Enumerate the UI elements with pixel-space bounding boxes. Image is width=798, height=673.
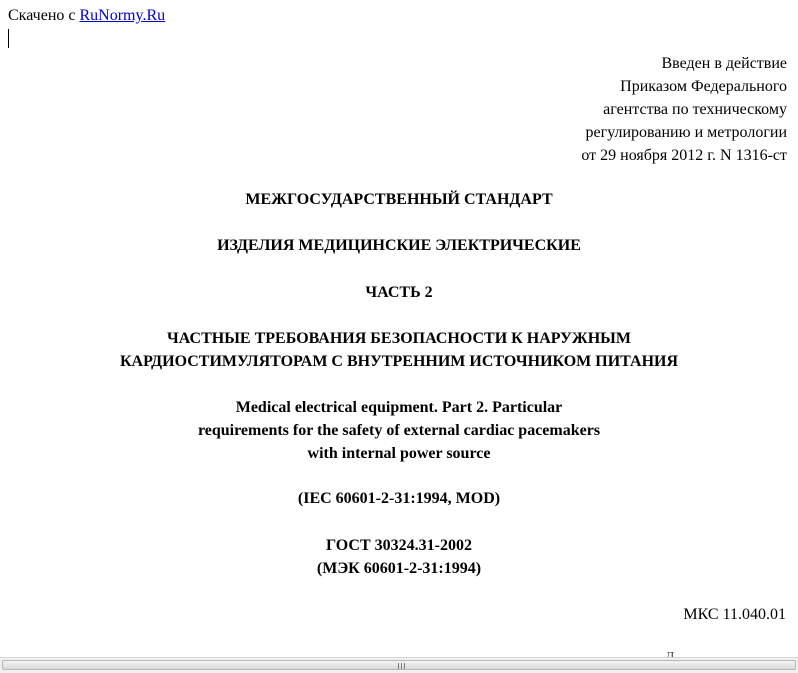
enactment-line: Приказом Федерального	[620, 78, 787, 95]
title-en-line: with internal power source	[307, 445, 491, 462]
enactment-line: агентства по техническому	[603, 101, 787, 118]
iec-reference: (IEC 60601-2-31:1994, MOD)	[297, 490, 501, 507]
title-en-line: requirements for the safety of external cardiac pacemakers	[197, 422, 601, 439]
gost-designation	[0, 534, 798, 580]
grip-icon	[397, 663, 407, 669]
enactment-line: Введен в действие	[661, 55, 787, 72]
gost-line: ГОСТ 30324.31-2002	[326, 537, 472, 554]
mks-code: МКС 11.040.01	[683, 606, 786, 623]
gost-line: (МЭК 60601-2-31:1994)	[316, 560, 482, 577]
title-en-line: Medical electrical equipment. Part 2. Particular	[235, 399, 563, 416]
enactment-block	[581, 52, 787, 167]
source-prefix: Скачено с	[8, 7, 76, 24]
horizontal-scrollbar[interactable]	[0, 657, 798, 673]
part-heading: ЧАСТЬ 2	[365, 284, 433, 301]
standard-type-heading: МЕЖГОСУДАРСТВЕННЫЙ СТАНДАРТ	[245, 191, 553, 208]
title-ru-line: ЧАСТНЫЕ ТРЕБОВАНИЯ БЕЗОПАСНОСТИ К НАРУЖНЫМ	[167, 330, 631, 347]
title-ru-line: КАРДИОСТИМУЛЯТОРАМ С ВНУТРЕННИМ ИСТОЧНИКОМ ПИТАНИЯ	[119, 353, 679, 370]
subject-heading: ИЗДЕЛИЯ МЕДИЦИНСКИЕ ЭЛЕКТРИЧЕСКИЕ	[217, 237, 581, 254]
enactment-line: регулированию и метрологии	[585, 124, 787, 141]
text-cursor	[8, 29, 9, 48]
enactment-line: от 29 ноября 2012 г. N 1316-ст	[581, 147, 787, 164]
title-ru	[0, 327, 798, 373]
source-link[interactable]: RuNormy.Ru	[79, 7, 166, 24]
title-en	[0, 396, 798, 465]
scrollbar-thumb[interactable]	[2, 660, 796, 670]
source-line	[8, 6, 165, 26]
